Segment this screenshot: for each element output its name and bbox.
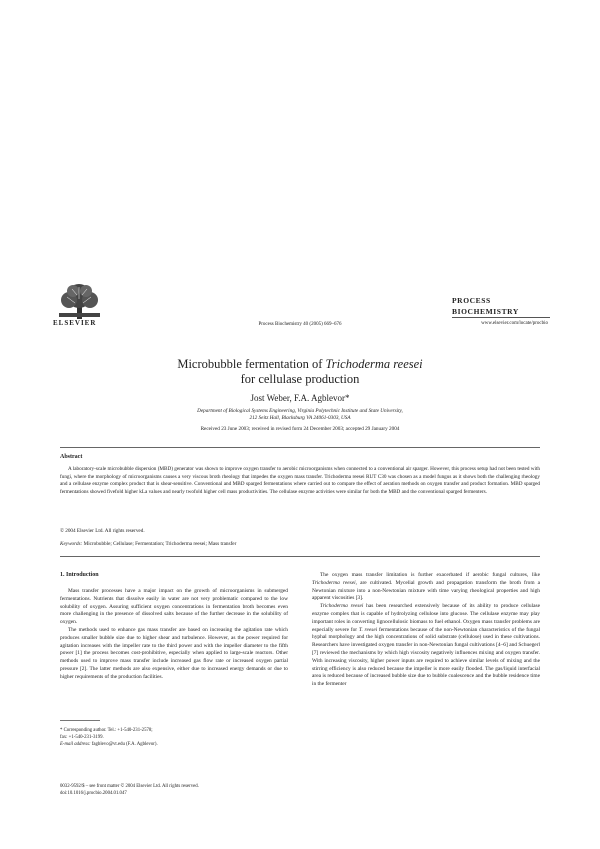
section-heading-introduction: 1. Introduction xyxy=(60,572,99,578)
intro-paragraph-1: Mass transfer processes have a major impact on the growth of microorganisms in submerged fermentations. Nutrients that dissolve easily in water are not very problematic compared to the low solubility of oxygen. Assuring sufficient oxygen concentrations in fermentation broth becomes even more challenging in the presence of dissolved salts because of the further decrease in the solubility of oxygen. xyxy=(60,588,288,626)
abstract-heading: Abstract xyxy=(60,454,83,460)
journal-url[interactable]: www.elsevier.com/locate/procbio xyxy=(481,321,548,326)
intro-paragraph-4 xyxy=(312,603,540,689)
keywords xyxy=(60,541,236,547)
footnote-line1: * Corresponding author. Tel.: +1-540-231-2578; xyxy=(60,728,153,733)
corresponding-author-footnote xyxy=(60,727,288,748)
email-address[interactable]: fagblevo@vt.edu (F.A. Agblevor). xyxy=(90,742,158,747)
p3-text-a: The oxygen mass transfer limitation is further exacerbated if aerobic fungal cultures, like xyxy=(320,572,540,578)
journal-citation: Process Biochemistry 40 (2005) 669–676 xyxy=(258,322,342,327)
author-list: Jost Weber, F.A. Agblevor* xyxy=(250,393,350,403)
journal-title xyxy=(452,295,552,317)
affiliation-line2: 212 Seitz Hall, Blacksburg VA 24061-0303, USA xyxy=(249,415,351,421)
p4-text-b: fermentations because of the non-Newtonian characteristics of the fungal hyphal morphology and the high concentrations of solid substrate (cellulose) used in these cultivations. Researchers have investigated oxygen transfer in non-Newtonian fungal cultivations [4–6] and Schuegerl [7] reviewed the mechanisms by which high viscosity negatively influences mixing and oxygen transfer. With increasing viscosity, higher power inputs are required to achieve similar levels of mixing and the stirring efficiency is also reduced because the impeller is more easily flooded. The gas/liquid interfacial area is reduced because of increased bubble size due to bubble coalescence and the bubble residence time in the fermenter xyxy=(312,626,540,688)
footnote-line2: fax: +1-540-231-3199. xyxy=(60,735,104,740)
abstract-top-rule xyxy=(60,447,540,448)
title-line2: for cellulase production xyxy=(240,372,360,386)
journal-divider xyxy=(452,317,550,318)
journal-title-line2: BIOCHEMISTRY xyxy=(452,307,519,316)
footnote-email xyxy=(60,741,288,748)
received-dates: Received 23 June 2003; received in revised form 24 December 2003; accepted 29 January 2004 xyxy=(200,426,400,432)
keywords-label: Keywords: xyxy=(60,541,83,547)
title-line1-text: Microbubble fermentation of xyxy=(177,357,326,371)
intro-paragraph-2: The methods used to enhance gas mass transfer are based on increasing the agitation rate which produces smaller bubble size due to higher shear and turbulence. However, as the power required for agitation increases with the impeller rate to the third power and with the impeller diameter to the fifth power [1] the process becomes cost-prohibitive, especially when applied to large-scale reactors. Other methods used to improve mass transfer include increased gas flow rate or increased oxygen partial pressure [2]. The latter methods are also expensive, either due to increased energy demands or due to higher requirements of the production facilities. xyxy=(60,626,288,680)
p3-text-b: , are cultivated. Mycelial growth and propagation transform the broth from a Newtonian mixture into a non-Newtonian mixture with time varying rheological properties and high apparent viscosities [3]. xyxy=(312,579,540,602)
p4-text-a: has been researched extensively because of its ability to produce cellulase enzyme complex that is capable of hydrolyzing cellulose into glucose. The cellulase enzyme may play important roles in converting lignocellulosic biomass to fuel ethanol. Oxygen mass transfer problems are especially severe for xyxy=(312,603,541,633)
title-species: Trichoderma reesei xyxy=(325,357,423,371)
abstract-copyright: © 2004 Elsevier Ltd. All rights reserved. xyxy=(60,528,145,534)
intro-paragraph-3 xyxy=(312,572,540,603)
right-column xyxy=(312,572,540,689)
front-matter-line: 0032-9592/$ – see front matter © 2004 Elsevier Ltd. All rights reserved. xyxy=(60,784,199,789)
keywords-list: Microbubble; Cellulase; Fermentation; Trichoderma reesei; Mass transfer xyxy=(82,541,237,547)
p3-species: Trichoderma reesei xyxy=(312,579,356,586)
email-label: E-mail address: xyxy=(60,742,91,747)
front-matter-doi xyxy=(60,783,300,797)
p4-species-short: T. reesei xyxy=(358,626,378,633)
affiliation xyxy=(0,408,600,422)
footnote-rule xyxy=(60,720,100,721)
affiliation-line1: Department of Biological Systems Engineering, Virginia Polytechnic Institute and State University, xyxy=(197,408,403,414)
p4-species: Trichoderma reesei xyxy=(320,603,364,610)
journal-title-line1: PROCESS xyxy=(452,296,491,305)
abstract-paragraph: A laboratory-scale microbubble dispersion (MBD) generator was shown to improve oxygen transfer to aerobic microorganisms when connected to a conventional air sparger. However, this process setup had not been tested with fungi, where the morphology of microorganisms causes a very viscous broth rheology that impedes the oxygen mass transfer. Trichoderma reesei RUT C30 was chosen as a model fungus as it shows both the challenging rheology and a cellulase enzyme complex product that is shear-sensitive. Conventional and MBD sparged fermentations where carried out to compare the effect of aeration methods on oxygen transfer and product formation. MBD sparged fermentations showed fivefold higher kLa values and nearly twofold higher cell mass productivities. The cellulase enzyme activities were similar for both the MBD and the conventional sparged fermenters. xyxy=(60,466,540,495)
abstract-text xyxy=(60,466,540,496)
article-title xyxy=(0,357,600,387)
left-column xyxy=(60,588,288,682)
doi-line[interactable]: doi:10.1016/j.procbio.2004.01.047 xyxy=(60,791,127,796)
abstract-bottom-rule xyxy=(60,556,540,557)
publisher-name: ELSEVIER xyxy=(53,319,97,327)
